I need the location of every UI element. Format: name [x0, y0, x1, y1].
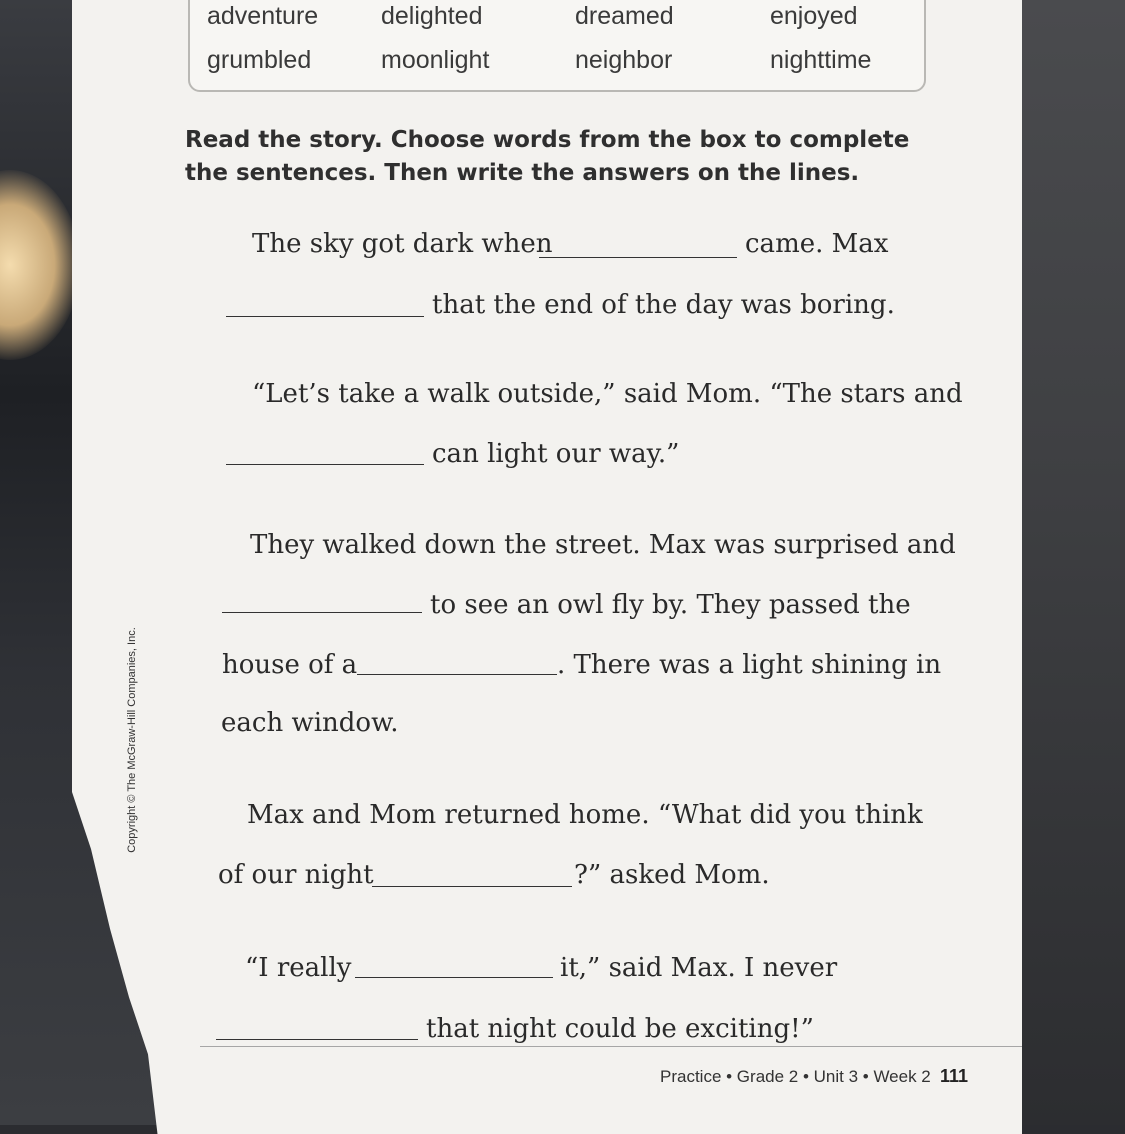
- story-text: The sky got dark when: [252, 229, 553, 259]
- word-box-item: enjoyed: [770, 2, 858, 30]
- answer-blank[interactable]: [226, 464, 424, 465]
- copyright-notice: Copyright © The McGraw-Hill Companies, Inc.: [126, 627, 138, 853]
- story-text: . There was a light shining in: [557, 650, 942, 680]
- answer-blank[interactable]: [226, 316, 424, 317]
- word-box-item: moonlight: [381, 46, 490, 74]
- story-text: They walked down the street. Max was surprised and: [250, 530, 956, 560]
- story-text: it,” said Max. I never: [560, 953, 838, 983]
- answer-blank[interactable]: [222, 612, 422, 613]
- story-text: Max and Mom returned home. “What did you think: [247, 800, 923, 830]
- story-text: of our night: [218, 860, 374, 890]
- word-box-item: nighttime: [770, 46, 872, 74]
- story-text: can light our way.”: [432, 439, 680, 469]
- story-text: “Let’s take a walk outside,” said Mom. “The stars and: [252, 379, 963, 409]
- page-number: 111: [940, 1066, 969, 1086]
- word-box-item: grumbled: [207, 46, 312, 74]
- footer-divider: [200, 1046, 1022, 1047]
- answer-blank[interactable]: [372, 886, 572, 887]
- story-text: came. Max: [745, 229, 889, 259]
- story-text: each window.: [221, 708, 399, 738]
- story-text: that the end of the day was boring.: [432, 290, 895, 320]
- answer-blank[interactable]: [216, 1039, 418, 1040]
- answer-blank[interactable]: [539, 257, 737, 258]
- word-box-item: dreamed: [575, 2, 674, 30]
- story-text: “I really: [245, 953, 352, 983]
- story-text: to see an owl fly by. They passed the: [430, 590, 911, 620]
- story-text: ?” asked Mom.: [574, 860, 770, 890]
- answer-blank[interactable]: [357, 674, 557, 675]
- footer-text: Practice • Grade 2 • Unit 3 • Week 2: [660, 1067, 931, 1086]
- word-box-item: delighted: [381, 2, 483, 30]
- instructions: Read the story. Choose words from the box to complete the sentences. Then write the answers on the lines.: [185, 127, 910, 186]
- story-text: that night could be exciting!”: [426, 1014, 814, 1044]
- word-box-item: adventure: [207, 2, 319, 30]
- answer-blank[interactable]: [355, 977, 553, 978]
- background-right: [1010, 0, 1125, 1125]
- story-text: house of a: [222, 650, 358, 680]
- word-box-item: neighbor: [575, 46, 673, 74]
